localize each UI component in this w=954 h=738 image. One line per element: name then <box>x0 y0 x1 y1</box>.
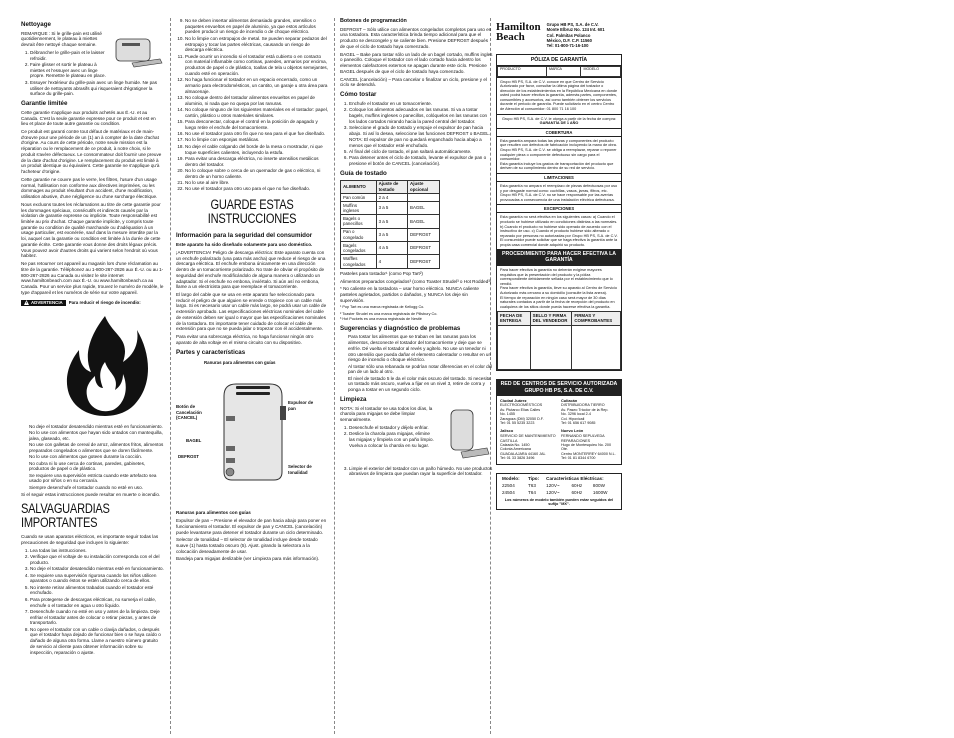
list-item: • No deje el tostador desatendido mientras esté en funcionamiento. <box>29 424 164 430</box>
list-item: • No cubra ni lo use cerca de cortinas, paredes, gabinetes, productos de papel o de plástico. <box>29 461 164 472</box>
service-center <box>561 399 618 426</box>
list-item: 11. Puede ocurrir un incendio si el tostador está cubierto o en contacto con material inflamable como cortinas, paredes, armarios por encima, productos de papel o de plástico, toallas de tela u objetos semejantes, cuando esté en operación. <box>185 54 328 77</box>
footnote: ² Toaster Strudel es una marca registrada de Pillsbury Co. <box>340 312 438 317</box>
table-cell: 120V~ <box>546 490 560 496</box>
column-warranty-policy <box>496 18 622 734</box>
address-line: México, D.F. C.P. 11560 <box>546 37 592 43</box>
models-box <box>496 473 622 510</box>
address-line: Grupo HB PS, S.A. de C.V. <box>546 22 599 27</box>
nettoyage-heading: Nettoyage <box>21 21 51 28</box>
table-cell: 1600W <box>592 490 608 496</box>
center-line: Tel: 01 656 617 9085 <box>561 421 596 425</box>
center-line: Col. Hipovicali <box>561 416 585 421</box>
list-item: 4. Se requiere una supervisión rigurosa cuando los niños utilicen aparatos o cuando éstos se estén utilizando cerca de ellos. <box>30 573 164 584</box>
limitaciones-list <box>497 181 621 204</box>
parts-paragraph: Ranuras para alimentos con guías <box>176 510 251 516</box>
field-product: PRODUCTO <box>498 66 547 76</box>
table-cell: 60Hz <box>571 483 583 489</box>
sugerencias-list <box>348 334 493 393</box>
table-cell: Pan o congelado <box>341 228 377 241</box>
diagram-caption: Ranuras para alimentos con guías <box>204 360 276 366</box>
toaster-icon <box>218 376 288 486</box>
bagel-label: BAGEL <box>186 438 202 444</box>
table-header: Características Eléctricas: <box>546 476 604 482</box>
table-cell: 60Hz <box>571 490 583 496</box>
list-item: 1. Lea todas las instrucciones. <box>30 548 164 554</box>
warning-after: Si el seguir estas instrucciones puede resultar en muerte o incendio. <box>21 492 161 498</box>
warranty-policy-box <box>496 54 622 370</box>
cobertura-heading: COBERTURA <box>497 128 621 136</box>
list-item: 10. No lo limpie con estropajos de metal. Se pueden separar pedazos del estropajo y tocar las partes eléctricas, causando un riesgo de descarga eléctrica. <box>185 36 328 53</box>
info-subheading: Este aparato ha sido diseñado solamente para uso doméstico. <box>176 242 313 248</box>
limpieza-nota: NOTA: Si el tostador se usa todos los días, la charola para migajas se debe limpiar semanalmente. <box>340 405 433 423</box>
excepciones-text: Esta garantía no será efectiva en los siguientes casos: a) Cuando el producto se hubiese utilizado en condiciones distintas a las normales. b) Cuando el producto no hubiese sido operado de acuerdo con el instructivo de uso. c) Cuando el producto hubiese sido alterado o reparado por personas no autorizadas por Grupo HB PS, S.A. de C.V. El consumidor puede solicitar que se haga efectiva la garantía ante la propia casa comercial donde adquirió su producto. <box>497 212 621 249</box>
service-center <box>500 399 557 426</box>
table-header: FECHA DE ENTREGA <box>498 312 531 325</box>
center-line: ELECTRODOMÉSTICOS <box>500 403 543 408</box>
toasting-guide-table <box>340 180 440 269</box>
table-header: Tipo: <box>527 476 540 482</box>
toaster-diagram <box>176 358 328 508</box>
list-item: 3. Essuyer l'extérieur du grille-pain avec un linge humide. Ne pas utiliser de nettoyants abrasifs qui risqueraient d'égratigner la surface du grille-pain. <box>30 80 164 97</box>
info-paragraph: El largo del cable que se usa en este aparato fue seleccionado para reducir el peligro de que alguien se enrede o tropiece con un cable más largo. Si es necesario usar un cable más largo, se podrá usar un cable de extensión aprobado. Las especificaciones eléctricas nominales del cable de extensión deben ser igual o mayor que las especificaciones nominales de la tostadora. Es importante tener cuidado de colocar el cable de extensión para que no se pueda jalar o tropezar con él accidentalmente. <box>176 291 327 332</box>
field-brand: MARCA <box>546 66 581 76</box>
warranty-years: GARANTÍA DE 1 AÑO <box>539 121 579 126</box>
policy-text: Grupo HB PS, S.A. de C.V. conoce en que Centro de Servicio Autorizado por favor, consultar la última página del tostador o dirección de los establecimientos en la República Mexicana en donde usted podrá hacer efectiva la garantía, además partes, componentes, consumibles y accesorios, así como también obtener los servicios durante el periodo de garantía. Puede solicitarlo en el centro Centro de Atención al consumidor: 01 800 71 16 100 <box>497 77 621 114</box>
limpieza-steps <box>349 425 437 449</box>
list-item: 21. No lo use al aire libre. <box>185 180 328 186</box>
list-item: 19. Para evitar una descarga eléctrica, no inserte utensilios metálicos dentro del tostador. <box>185 156 328 167</box>
list-item: • Siempre desenchufe el tostador cuando no esté en uso. <box>29 485 164 491</box>
column-divider <box>334 18 335 734</box>
warning-tag-label: ADVERTENCIA <box>31 300 63 306</box>
guarde-heading: GUARDE ESTAS INSTRUCCIONES <box>207 197 297 227</box>
garantie-paragraph: Cette garantie ne couvre pas le verre, les filtres, l'usure d'un usage normal, l'utilisation non conforme aux directives imprimées, ou les dommages au produit résultant d'un accident, d'une modification, utilisation abusive, d'une négligence ou d'une surcharge électrique. <box>21 176 158 200</box>
column-divider <box>170 18 171 734</box>
botones-paragraph: BAGEL – Bake para tostar sólo un lado de un bagel cortado, muffins ingles o panecillo. Coloque el tostador con el lado cortado hacia adentro los elementos calefactores externos se apagan durante este ciclo. Presione BAGEL después de que el ciclo de tostado haya comenzado. <box>340 51 493 74</box>
list-item: 5. Al final del ciclo de tostado, el pan saltará automáticamente. <box>349 149 493 155</box>
field-model: MODELO <box>581 66 621 76</box>
garantie-paragraph: Ne pas retourner cet appareil au magasin lors d'une réclamation au titre de la garantie. Téléphonez au 1-800-267-2826 aux É.-U. ou au 1-800-267-2826 au Canada ou visitez le site internet www.hamiltonbeach.com aux É.-U. ou www.hamiltonbeach.ca au Canada. Pour un service plus rapide, trouvez le numéro de modèle, le type d'appareil et les numéros de série sur votre appareil. <box>21 261 164 295</box>
center-city: Culiacán <box>561 397 578 403</box>
list-item: 2. Verifique que el voltaje de su instalación corresponda con el del producto. <box>30 554 164 565</box>
defrost-label: DEFROST <box>178 454 199 460</box>
table-header-row <box>341 180 440 193</box>
table-cell: Waffles congelados <box>341 255 377 268</box>
list-item: NOTA: El expulsor de pan no quedará enganchado hacia abajo a menos que el tostador esté enchufado. <box>349 137 482 148</box>
service-center <box>500 429 557 460</box>
garantie-paragraph: Ce produit est garanti contre tout défaut de matériaux et de main-d'œuvre pour une période de un (1) an à compter de la date d'achat d'origine. Au cours de cette période, notre seule mission est la réparation ou le remplacement de ce produit, à notre choix, si le produit s'avère défectueux. Le consommateur doit fournir une preuve de la date d'achat d'origine. Le remplacement du produit est limité à un produit identique ou équivalent. Cette garantie ne s'applique qu'à l'acheteur d'origine. <box>21 128 162 175</box>
list-item: 12. No haga funcionar el tostador en un espacio encerrado, como un armario para electrodomésticos, un cantito, un garaje u otra área para almacenaje. <box>185 77 328 94</box>
list-item: 2. Coloque los alimentos adecuados en las ranuras. Si va a tostar bagels, muffins ingleses o panecillos, colóquelos en las ranuras con los lados cortados mirando hacia la pared central del tostador. <box>349 107 493 124</box>
lever-label: Expulsor de pan <box>288 400 314 411</box>
fire-warning <box>21 300 164 307</box>
table-row <box>341 255 440 268</box>
center-line: Av. Paseo Tricolor de la Rep. <box>561 407 609 412</box>
table-cell: DEFROST <box>408 255 440 268</box>
warning-tag <box>21 300 66 307</box>
center-line: SERVICIO DE MANTENIMIENTO CASTILLA <box>500 434 556 443</box>
table-cell: Muffins ingleses <box>341 201 377 214</box>
table-cell: 3 a 5 <box>376 228 407 241</box>
guia-heading: Guía de tostado <box>340 169 387 177</box>
center-line: Colonia Americana <box>500 447 531 452</box>
center-city: Jalisco <box>500 428 514 434</box>
table-cell: 24504 <box>502 490 515 496</box>
table-header: Ajuste opcional <box>408 180 440 193</box>
list-item: • El nivel de tostado 5 le da el color más oscuro del tostado. Si necesita un tostado más oscuro, vuelva a fijar en un nivel 3, retire de corra y ponga a tostar en un segundo ciclo. <box>348 376 493 393</box>
list-item: • Al tostar sólo una rebanada se podrían notar diferencias en el color del pan de un lado al otro. <box>348 364 493 375</box>
list-item: • No lo use con alimentos que hayan sido untados con mantequilla, jalea, glaseado, etc. <box>29 430 164 441</box>
cobertura-list <box>497 136 621 173</box>
table-row <box>498 325 621 369</box>
salvaguardias-heading: SALVAGUARDIAS IMPORTANTES <box>21 501 110 531</box>
list-item: 17. No lo limpie con esponjas metálicas. <box>185 137 328 143</box>
list-item: Grupo HB PS, S.A. de C.V. se obliga a reemplazar, reparar o reponer cualquier pieza o componente defectuoso sin cargo para el consumidor. <box>500 148 617 162</box>
guide-note: Alimentos preparados congelados³ (como Toaster Strudel³ o Hot Rodded³) <box>340 278 492 284</box>
parts-paragraph: Selector de tonalidad – El selector de tonalidad incluye desde tostado suave (1) hasta tostado oscuro (5). Ajust. girando la selectora a la colocación deseadamente de usar. <box>176 537 318 554</box>
list-item: • No lo use con alimentos que goteen durante la cocción. <box>29 454 164 460</box>
logo-line: Hamilton <box>496 21 541 33</box>
list-item: • No use con galletas de cereal de arroz, alimentos fritos, alimentos preparados congelados o alimentos que se doren fácilmente. <box>29 442 164 453</box>
company-address <box>547 22 605 48</box>
table-cell: T64 <box>527 490 536 496</box>
guide-note: * No caliente en la tostadora – usar horno eléctrico. NUNCA caliente pasteles agrietados, partidos o dañados, y NUNCA los deje sin supervisión. <box>340 286 479 303</box>
list-item: El tiempo de reparación en ningún caso será mayor de 30 días naturales contados a partir de la fecha de recepción del producto en cualquiera de los sitios donde pueda hacerse efectiva la garantía. <box>500 295 615 309</box>
center-line: FERNANDO SEPULVEDA REPARACIONES <box>561 434 605 443</box>
table-row <box>341 242 440 255</box>
address-line: Tel: 01-800-71-16-100 <box>546 43 589 48</box>
cancel-label: Botón de Cancelación (CANCEL) <box>176 404 202 421</box>
list-item: 1. Débrancher le grille-pain et le laisser refroidir. <box>30 50 164 61</box>
list-item: 6. Para detener antes el ciclo de tostado, levante el expulsor de pan o presione el botón de CANCEL (cancelación). <box>349 155 493 166</box>
list-item: Para hacer efectiva la garantía no deberán exigirse mayores requisitos que la presentación del producto y la póliza correspondiente debidamente sellada por el establecimiento que lo vendió. <box>500 268 613 286</box>
list-item: 6. Para protegerse de descargas eléctricas, no sumerja el cable, enchufe o el tostador en agua u otro líquido. <box>30 597 164 608</box>
table-header: FIRMAS Y COMPROBANTES <box>572 312 621 325</box>
list-item: 9. No se deben insertar alimentos demasiado grandes, utensilios o paquetes envueltos en papel de aluminio, ya que estos artículos pueden producir un riesgo de incendio o de choque eléctrico. <box>185 18 328 35</box>
fire-icon <box>61 314 149 416</box>
table-cell: Bagels congelados <box>341 242 377 255</box>
excepciones-heading: EXCEPCIONES <box>497 204 621 212</box>
como-heading: Cómo tostar <box>340 91 377 99</box>
center-line: GUADALAJARA 44160 JAL <box>500 451 546 456</box>
list-item: 1. Desenchufe el tostador y déjelo enfriar. <box>349 425 437 431</box>
parts-paragraph: Expulsor de pan – Presione el elevador de pan hacia abajo para poner en funcionamiento el tostador. El expulsor de pan y CANCEL (cancelación) puede levantarse para detener el tostador durante un ciclo determinado. <box>176 518 327 535</box>
policy-note <box>497 114 621 128</box>
table-row <box>341 194 440 202</box>
table-row <box>500 490 618 497</box>
center-line: No. 1455 <box>500 412 515 417</box>
safeguards-continued-list <box>185 18 328 192</box>
center-line: Av. Plutarco Elías Calles <box>500 407 541 412</box>
product-fields <box>497 66 621 77</box>
table-cell: 2 a 4 <box>376 194 407 202</box>
list-item: • Para tostar los alimentos que se traban en las ranuras para los alimentos, desconecte el tostador del tomacorriente y deje que se enfríe. Dé vuelta el tostador al revés y agítelo. No use un tenedor ni otro utensilio que pueda dañar el elemento calentador o resultar en un riesgo de incendio o choque eléctrico. <box>348 334 493 363</box>
salvaguardias-list <box>30 548 164 655</box>
limpieza-heading: Limpieza <box>340 395 367 403</box>
table-cell: T63 <box>527 483 536 489</box>
list-item: 8. No opere el tostador con un cable o clavija dañados, o después que el tostador haya dejado de funcionar bien o se haya caído o dañado de alguna otra forma. Llame a nuestro número gratuito de servicio al cliente para obtener información sobre su inspección, reparación o ajuste. <box>30 627 164 656</box>
center-line: Centro MONTERREY 64000 N.L. <box>561 451 616 456</box>
list-item: Esta garantía incluye los gastos de transportación del producto que deriven de su cumplimiento dentro de su red de servicio. <box>500 161 614 171</box>
center-line: No. 3296 local 2-4 <box>561 412 591 417</box>
sugerencias-heading: Sugerencias y diagnóstico de problemas <box>340 324 461 332</box>
center-line: Tel: 01 81 8344 6700 <box>561 456 596 461</box>
list-item: 16. No use el tostador para otro fin que no sea para el que fue diseñado. <box>185 131 328 137</box>
column-french-warranty <box>21 18 164 734</box>
list-item: • Se requiere una supervisión estricta cuando este artefacto sea usado por niños o en su cercanía. <box>29 473 164 484</box>
table-header: ALIMENTO <box>341 180 377 193</box>
service-network-heading: RED DE CENTROS DE SERVICIO AUTORIZADA GRUPO HB PS, S.A. DE C.V. <box>497 380 621 396</box>
table-row <box>341 201 440 214</box>
botones-paragraph: DEFROST – Sólo utilice con alimentos congelados completos para uso en una tostadora. Esta característica brinda tiempo adicional para que el producto se descongele y se caliente bien. Presione DEFROST después de que el ciclo de tostado haya comenzado. <box>340 26 492 49</box>
table-header: Modelo: <box>502 476 520 482</box>
table-row <box>341 228 440 241</box>
table-row <box>498 312 621 325</box>
warning-triangle-icon <box>24 300 29 305</box>
table-cell: 22504 <box>502 483 515 489</box>
list-item: Esta garantía no ampara el reemplazo de piezas defectuosas por uso y por desgaste normal como: cuchillas, vasos, jarras, filtros, etc. <box>500 184 618 193</box>
procedimiento-list <box>497 265 621 311</box>
list-item: 14. No coloque ninguno de los siguientes materiales en el tostador: papel, cartón, plástico u otros materiales similares. <box>185 107 328 118</box>
table-header: SELLO Y FIRMA DEL VENDEDOR <box>530 312 572 325</box>
policy-note-text: Grupo HB PS, S.A. de C.V. le otorga a partir de la fecha de compra: <box>501 116 617 121</box>
table-cell: DEFROST <box>408 228 440 241</box>
parts-paragraph: Bandeja para migajas deslizable (ver Limpieza para más información). <box>176 556 320 562</box>
table-row <box>341 215 440 228</box>
list-item: 3. Seleccione el grado de tostado y empuje el expulsor de pan hacia abajo. Si así lo desea, seleccione las funciones DEFROST o BAGEL. <box>349 125 493 136</box>
table-cell: Pan común <box>341 194 377 202</box>
list-item: 3. No deje el tostador desatendido mientras esté en funcionamiento. <box>30 566 164 572</box>
table-cell: 800W <box>592 483 605 489</box>
procedimiento-heading: PROCEDIMIENTO PARA HACER EFECTIVA LA GARANTÍA <box>497 249 621 265</box>
table-cell: BAGEL <box>408 201 440 214</box>
hamilton-beach-logo <box>496 22 541 43</box>
center-line: Tel: 01 55 5235 3223 <box>500 421 535 425</box>
list-item: 7. Desenchufe cuando no esté en uso y antes de la limpieza. Deje enfriar el tostador antes de colocar o retirar piezas, y antes de transportarlo. <box>30 609 164 626</box>
service-network-box <box>496 379 622 465</box>
table-row <box>500 483 618 490</box>
selector-label: Selector de tonalidad <box>288 464 312 475</box>
como-steps <box>349 101 493 167</box>
table-cell: DEFROST <box>408 242 440 255</box>
list-item: 3. Limpie el exterior del tostador con un paño húmedo. No use productos abrasivos de limpieza que puedan rayar la superficie del tostador. <box>349 466 493 477</box>
column-safeguards-parts <box>176 18 328 734</box>
center-line: Tel: 01 33 3826 3496 <box>500 456 535 461</box>
garantie-paragraph: Nous excluons toutes les réclamations au titre de cette garantie pour les dommages spéciaux, consécutifs et indirects causés par la violation de garantie expresse ou implicite. Toute responsabilité est limitée au prix d'achat. Chaque garantie implicite, y compris toute garantie ou condition de qualité marchande ou d'adéquation à un usage particulier, est exonérée, sauf dans la mesure interdite par la loi, auquel cas la garantie ou condition est limitée à la durée de cette garantie écrite. Cette garantie vous donne des droits légaux précis. Vous pouvez avoir d'autres droits qui varient selon l'endroit où vous habitez. <box>21 201 161 259</box>
garantie-paragraph: Cette garantie s'applique aux produits achetés aux É.-U. et au Canada. C'est la seule garantie expresse pour ce produit et est en lieu et place de toute autre garantie ou condition. <box>21 109 156 127</box>
table-cell: 3 a 5 <box>376 201 407 214</box>
footnote: ¹ Pop Tart es una marca registrada de Kellogg Co. <box>340 305 425 310</box>
address-line: Col. Palmitas Polanco <box>546 32 591 38</box>
stamp-table <box>497 311 621 369</box>
list-item: Grupo HB PS, S.A. de C.V. no se hace responsable por las averías provocadas a consecuencia de una instalación eléctrica defectuosa. <box>500 193 615 202</box>
table-cell: 120V~ <box>546 483 560 489</box>
column-instructions <box>340 18 493 734</box>
table-row <box>500 476 618 483</box>
center-line: Zaragoza (DM) 32050 D.F. <box>500 416 544 421</box>
logo-line: Beach <box>496 31 525 44</box>
table-header: Ajuste de tostado <box>376 180 407 193</box>
partes-heading: Partes y características <box>176 348 246 356</box>
list-item: 5. No intente retirar alimentos trabados cuando el tostador esté enchufado. <box>30 585 164 596</box>
warning-text: Para reducir el riesgo de incendio: <box>68 300 141 306</box>
center-line: Hugo de Montesquieu No. 200 Ote. <box>561 443 612 452</box>
models-note: Los números de modelo también pueden estar seguidos del sufijo "MX". <box>504 497 614 507</box>
brand-header <box>496 22 622 48</box>
limitaciones-heading: LIMITACIONES <box>497 173 621 181</box>
center-city: Ciudad Juárez <box>500 397 527 403</box>
table-cell: Bagels o panecillos <box>341 215 377 228</box>
address-line: Monte Elbruz No. 124 Int. 601 <box>546 27 605 33</box>
service-center <box>561 429 618 460</box>
list-item: 15. Para desconectar, coloque el control en la posición de apagado y luego retire el enchufe del tomacorriente. <box>185 119 328 130</box>
service-centers <box>497 396 621 464</box>
list-item: 2. Faire glisser et sortir le plateau à miettes et l'essuyer avec un linge propre. Remettre le plateau en place. <box>30 62 164 79</box>
botones-heading: Botones de programación <box>340 18 407 24</box>
info-paragraph: ¡ADVERTENCIA! Peligro de descarga eléctrica: Este aparato cuenta con un enchufe polarizado (una pata más ancha) que reduce el riesgo de una descarga eléctrica. El enchufe embona únicamente en una dirección dentro de un tomacorriente polarizado. No trate de obviar el propósito de seguridad del enchufe modificándolo de alguna manera o utilizando un adaptador. Si el enchufe no embona, inviértalo. Si aún así no embona, llame a un electricista para que reemplace el tomacorriente. <box>176 249 326 290</box>
list-item: 18. No deje el cable colgando del borde de la mesa o mostrador, ni que toque superficies calientes, incluyendo la estufa. <box>185 144 328 155</box>
fire-warning-list <box>29 424 164 491</box>
table-cell: BAGEL <box>408 215 440 228</box>
nettoyage-remarque: REMARQUE : Si le grille-pain est utilisé quotidiennement, le plateau à miettes devrait être nettoyé chaque semaine. <box>21 30 102 48</box>
policy-title: PÓLIZA DE GARANTÍA <box>497 55 621 66</box>
salvaguardias-intro: Cuando se usan aparatos eléctricos, es importante seguir todas las precauciones de seguridad que incluyen lo siguiente: <box>21 534 159 546</box>
table-cell <box>408 194 440 202</box>
list-item: 13. No coloque dentro del tostador alimentos envueltos en papel de aluminio, ni nada que no quepa por las ranuras. <box>185 95 328 106</box>
table-cell: 3 a 5 <box>376 215 407 228</box>
botones-paragraph: CANCEL (cancelación) – Para cancelar o finalizar un ciclo, presione y el ciclo se detendrá. <box>340 76 487 88</box>
limpieza-steps-cont <box>349 466 493 477</box>
crumb-tray-cleaning-illustration <box>441 406 493 466</box>
table-cell: 4 <box>376 255 407 268</box>
garantie-heading: Garantie limitée <box>21 100 68 108</box>
list-item: 20. No lo coloque sobre o cerca de un quemador de gas o eléctrico, ni dentro de un horno caliente. <box>185 168 328 179</box>
info-heading: Información para la seguridad del consumidor <box>176 232 313 240</box>
list-item: 1. Enchufe el tostador en un tomacorriente. <box>349 101 493 107</box>
list-item: Para hacer efectiva la garantía, lleve su aparato al Centro de Servicio Autorizado más cercano a su domicilio (consulte la lista anexa). <box>500 286 617 295</box>
list-item: 22. No use el tostador para otro uso para el que no fue diseñado. <box>185 186 328 192</box>
table-row <box>498 66 621 76</box>
crumb-tray-illustration <box>112 33 164 69</box>
info-paragraph: Para evitar una sobrecarga eléctrica, no haga funcionar ningún otro aparato de alta voltaje en el mismo circuito con su dispositivo. <box>176 334 314 345</box>
table-cell: 4 a 5 <box>376 242 407 255</box>
guide-note: Pasteles para tostador¹ (como Pop Tart²) <box>340 270 423 276</box>
list-item: 2. Deslice la charola para migajas, elimine las migajas y límpiela con un paño limpio. Vuelva a colocar la charola en su lugar. <box>349 431 437 448</box>
limpieza-block <box>340 406 493 466</box>
models-table <box>500 476 618 497</box>
center-line: Calzada No. 1450 <box>500 443 530 447</box>
footnote: ³ Hot Pockets es una marca registrada de Nestlé <box>340 316 422 321</box>
list-item: Esta garantía ampara todas las piezas y componentes del producto que resulten con defectos de fabricación incluyendo la mano de obra. <box>500 138 617 148</box>
center-city: Nuevo León <box>561 428 584 434</box>
center-line: DISTRIBUIDORA TIERRO <box>561 403 605 408</box>
